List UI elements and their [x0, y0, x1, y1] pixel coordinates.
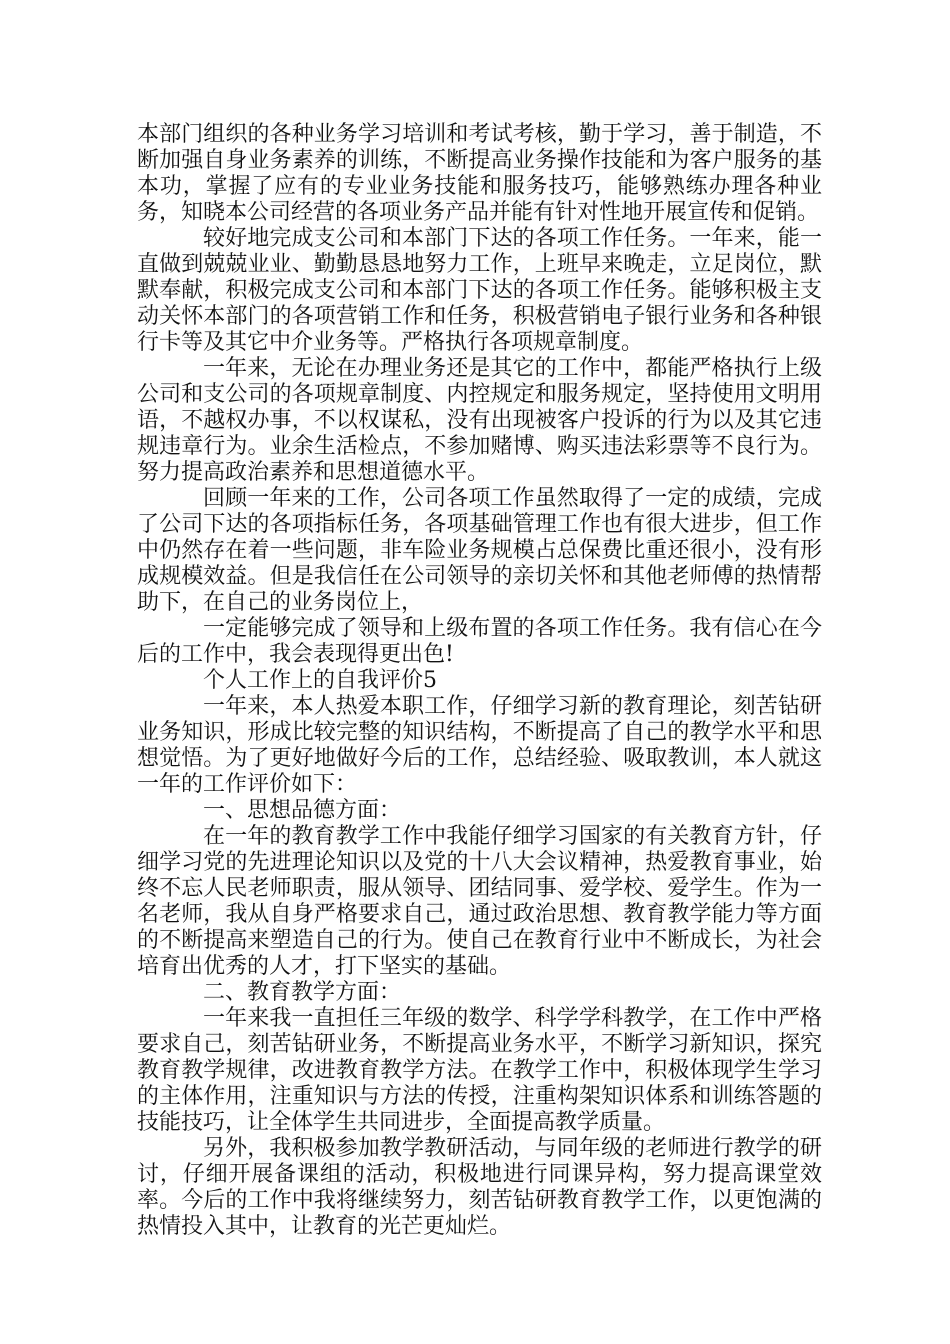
paragraph-1: 本部门组织的各种业务学习培训和考试考核，勤于学习，善于制造，不断加强自身业务素养的训练，不断提高业务操作技能和为客户服务的基本功，掌握了应有的专业业务技能和服务技巧，能够熟练办理各种业务，知晓本公司经营的各项业务产品并能有针对性地开展宣传和促销。 — [137, 122, 822, 225]
section-heading-5: 个人工作上的自我评价5 — [203, 668, 437, 693]
subheading-teaching: 二、教育教学方面： — [203, 980, 402, 1005]
paragraph-5: 一定能够完成了领导和上级布置的各项工作任务。我有信心在今后的工作中，我会表现得更出色! — [137, 616, 822, 667]
paragraph-9: 在一年的教育教学工作中我能仔细学习国家的有关教育方针，仔细学习党的先进理论知识以及党的十八大会议精神，热爱教育事业，始终不忘人民老师职责，服从领导、团结同事、爱学校、爱学生。作为一名老师，我从自身严格要求自己，通过政治思想、教育教学能力等方面的不断提高来塑造自己的行为。使自己在教育行业中不断成长，为社会培育出优秀的人才，打下坚实的基础。 — [137, 824, 822, 979]
paragraph-4: 回顾一年来的工作，公司各项工作虽然取得了一定的成绩，完成了公司下达的各项指标任务，各项基础管理工作也有很大进步，但工作中仍然存在着一些问题，非车险业务规模占总保费比重还很小，没有形成规模效益。但是我信任在公司领导的亲切关怀和其他老师傅的热情帮助下，在自己的业务岗位上， — [137, 486, 822, 615]
subheading-moral: 一、思想品德方面： — [203, 798, 402, 823]
paragraph-12: 另外，我积极参加教学教研活动，与同年级的老师进行教学的研讨，仔细开展备课组的活动，积极地进行同课异构，努力提高课堂效率。今后的工作中我将继续努力，刻苦钻研教育教学工作，以更饱满的热情投入其中，让教育的光芒更灿烂。 — [137, 1136, 822, 1239]
paragraph-3: 一年来，无论在办理业务还是其它的工作中，都能严格执行上级公司和支公司的各项规章制度、内控规定和服务规定，坚持使用文明用语，不越权办事，不以权谋私，没有出现被客户投诉的行为以及其它违规违章行为。业余生活检点，不参加赌博、购买违法彩票等不良行为。努力提高政治素养和思想道德水平。 — [137, 356, 822, 485]
paragraph-11: 一年来我一直担任三年级的数学、科学学科教学，在工作中严格要求自己，刻苦钻研业务，不断提高业务水平，不断学习新知识，探究教育教学规律，改进教育教学方法。在教学工作中，积极体现学生学习的主体作用，注重知识与方法的传授，注重构架知识体系和训练答题的技能技巧，让全体学生共同进步，全面提高教学质量。 — [137, 1006, 822, 1135]
paragraph-2: 较好地完成支公司和本部门下达的各项工作任务。一年来，能一直做到兢兢业业、勤勤恳恳地努力工作，上班早来晚走，立足岗位，默默奉献，积极完成支公司和本部门下达的各项工作任务。能够积极主支动关怀本部门的各项营销工作和任务，积极营销电子银行业务和各种银行卡等及其它中介业务等。严格执行各项规章制度。 — [137, 226, 822, 355]
document-body — [137, 122, 822, 1240]
paragraph-7: 一年来，本人热爱本职工作，仔细学习新的教育理论，刻苦钻研业务知识，形成比较完整的知识结构，不断提高了自己的教学水平和思想觉悟。为了更好地做好今后的工作，总结经验、吸取教训，本人就这一年的工作评价如下： — [137, 694, 822, 797]
